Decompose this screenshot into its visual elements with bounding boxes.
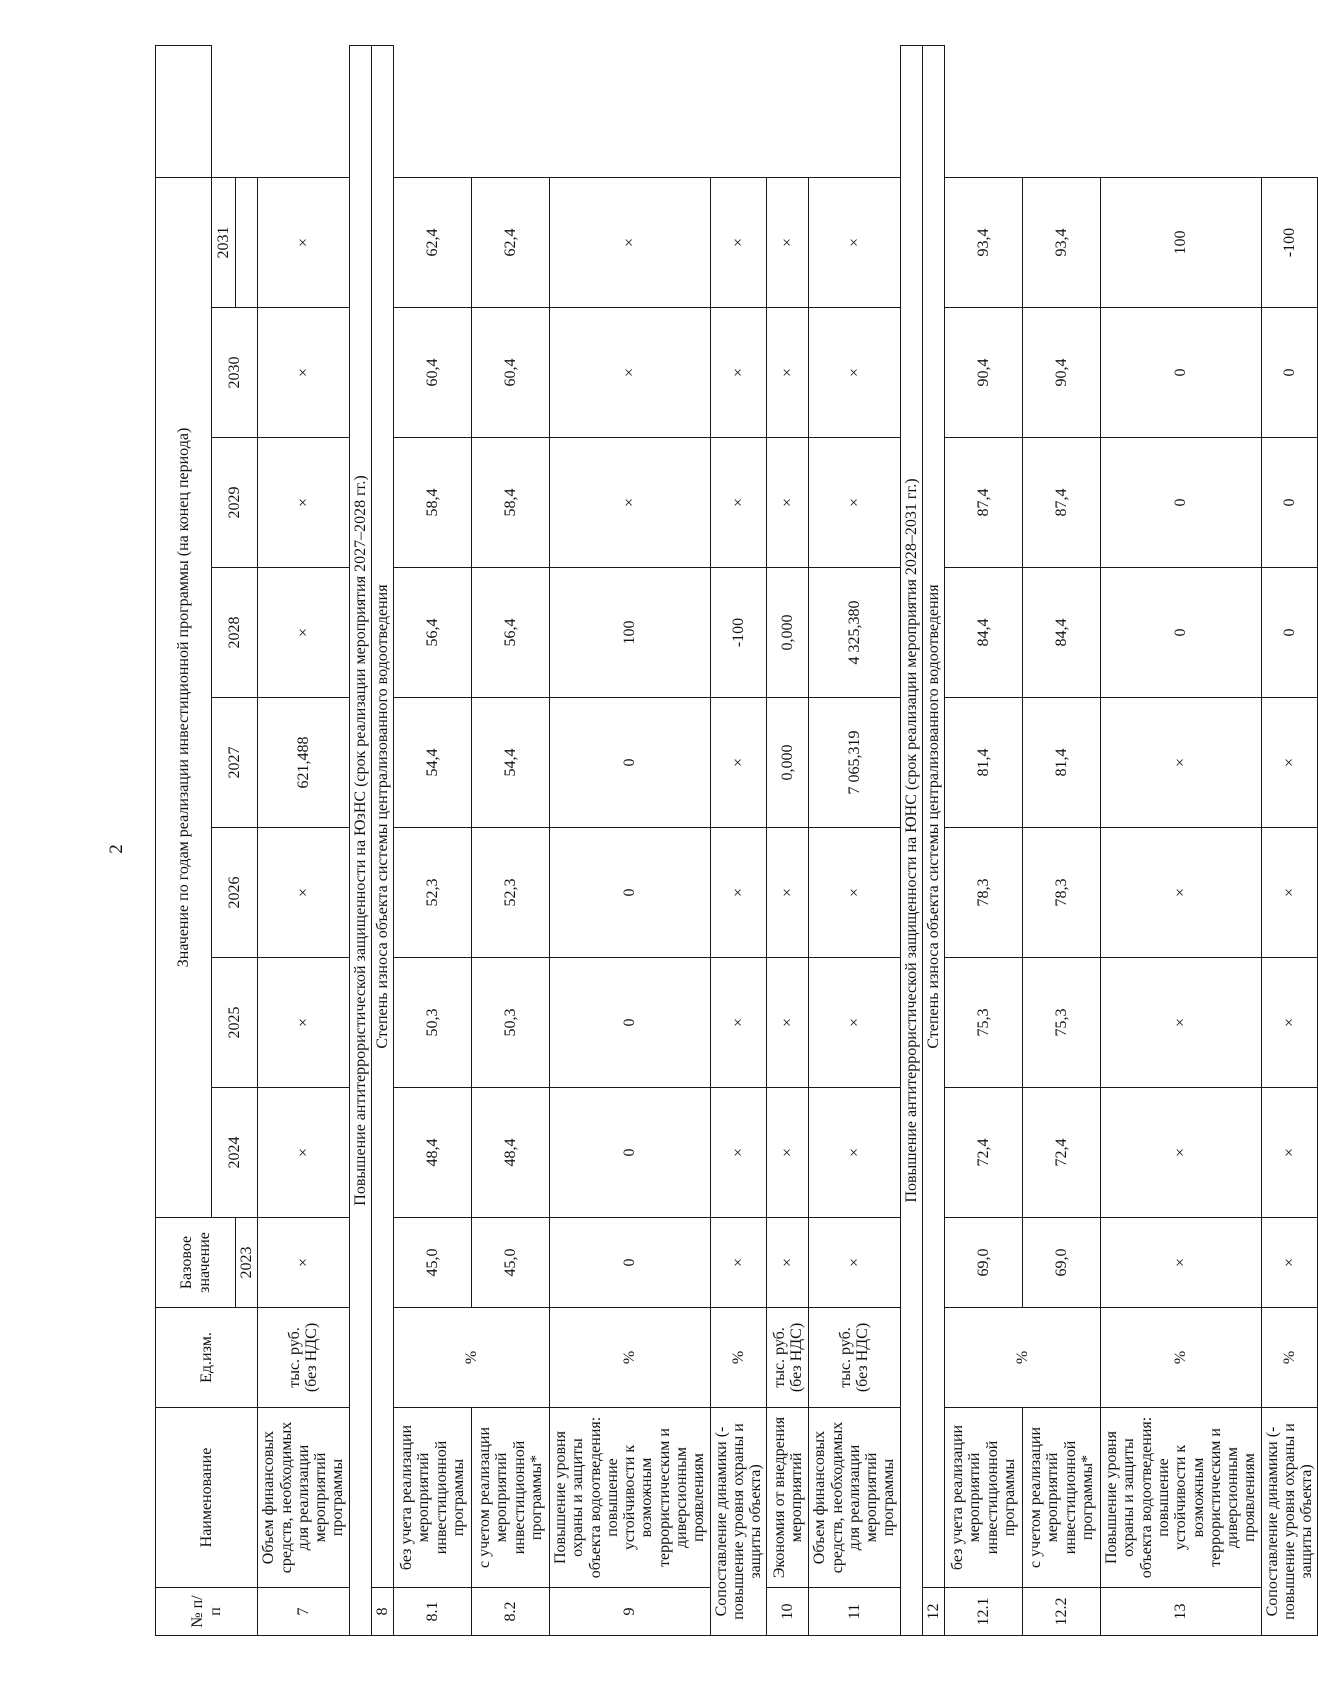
row-number: 12 xyxy=(922,1588,944,1636)
row-number: 9 xyxy=(550,1588,710,1636)
value-cell-2028: 4 325,380 xyxy=(809,568,900,698)
value-cell-2024: 0 xyxy=(550,1088,710,1218)
value-cell-2023: × xyxy=(258,1218,349,1308)
row-unit: % xyxy=(710,1308,767,1408)
value-cell-2026: × xyxy=(1101,828,1261,958)
row-name: Повышение уровня охраны и защиты объекта водоотведения: повышение устойчивости к возможным террористическим и диверсионным проявлениям xyxy=(550,1408,710,1588)
value-cell-2031: 93,4 xyxy=(945,177,1023,307)
value-cell-2024: × xyxy=(767,1088,809,1218)
table-body xyxy=(156,45,1318,1635)
row-number: 12.1 xyxy=(945,1588,1023,1636)
value-cell-2028: 84,4 xyxy=(1023,568,1101,698)
value-cell-2024: × xyxy=(1101,1088,1261,1218)
value-cell-2028: 0 xyxy=(1101,568,1261,698)
value-cell-2024: × xyxy=(809,1088,900,1218)
value-cell-2023: 45,0 xyxy=(394,1218,472,1308)
table-row xyxy=(767,45,809,1635)
value-cell-2027: 7 065,319 xyxy=(809,698,900,828)
value-cell-2025: 75,3 xyxy=(945,958,1023,1088)
value-cell-2028: -100 xyxy=(710,568,767,698)
value-cell-2030: × xyxy=(809,308,900,438)
value-cell-2025: × xyxy=(258,958,349,1088)
value-cell-2027: 0,000 xyxy=(767,698,809,828)
subsection-title: Степень износа объекта системы централизованного водоотведения xyxy=(371,45,393,1587)
value-cell-2030: 0 xyxy=(1261,308,1318,438)
table-row xyxy=(1101,45,1261,1635)
row-unit: % xyxy=(394,1308,550,1408)
value-cell-2029: × xyxy=(550,438,710,568)
value-cell-2025: 0 xyxy=(550,958,710,1088)
header-name: Наименование xyxy=(156,1408,258,1588)
table-row xyxy=(809,45,900,1635)
table-row xyxy=(710,45,767,1635)
table-rotated-container xyxy=(155,46,1316,1636)
subsection-title: Степень износа объекта системы централизованного водоотведения xyxy=(922,45,944,1587)
value-cell-2024: 48,4 xyxy=(394,1088,472,1218)
row-unit: тыс. руб. (без НДС) xyxy=(809,1308,900,1408)
value-cell-2030: 90,4 xyxy=(945,308,1023,438)
value-cell-2031: 62,4 xyxy=(394,177,472,307)
row-unit: тыс. руб. (без НДС) xyxy=(258,1308,349,1408)
value-cell-2028: 84,4 xyxy=(945,568,1023,698)
row-number: 11 xyxy=(809,1588,900,1636)
value-cell-2027: 621,488 xyxy=(258,698,349,828)
value-cell-2028: 56,4 xyxy=(472,568,550,698)
value-cell-2026: 52,3 xyxy=(394,828,472,958)
row-name: без учета реализации мероприятий инвестиционной программы xyxy=(945,1408,1023,1588)
row-number: 12.2 xyxy=(1023,1588,1101,1636)
header-year-2027: 2027 xyxy=(212,698,258,828)
value-cell-2023: × xyxy=(767,1218,809,1308)
value-cell-2025: × xyxy=(809,958,900,1088)
table-row xyxy=(394,45,472,1635)
value-cell-2023: × xyxy=(710,1218,767,1308)
section-title: Повышение антитеррористической защищенности на ЮзНС (срок реализации мероприятия 2027–2028 гг.) xyxy=(349,45,371,1635)
row-name: Экономия от внедрения мероприятий xyxy=(767,1408,809,1588)
table-row xyxy=(550,45,710,1635)
value-cell-2030: × xyxy=(710,308,767,438)
value-cell-2030: × xyxy=(258,308,349,438)
value-cell-2027: × xyxy=(1101,698,1261,828)
value-cell-2023: 69,0 xyxy=(1023,1218,1101,1308)
value-cell-2031: 93,4 xyxy=(1023,177,1101,307)
row-name: Сопоставление динамики (- повышение уровня охраны и защиты объекта) xyxy=(1261,1408,1318,1636)
value-cell-2031: 100 xyxy=(1101,177,1261,307)
header-2031-bottom xyxy=(236,177,258,307)
value-cell-2027: × xyxy=(1261,698,1318,828)
header-num: № п/п xyxy=(156,1588,258,1636)
page-number: 2 xyxy=(106,844,127,854)
row-unit: тыс. руб. (без НДС) xyxy=(767,1308,809,1408)
row-name: Повышение уровня охраны и защиты объекта водоотведения: повышение устойчивости к возможным террористическим и диверсионным проявлениям xyxy=(1101,1408,1261,1588)
header-unit: Ед.изм. xyxy=(156,1308,258,1408)
row-name: с учетом реализации мероприятий инвестиционной программы* xyxy=(1023,1408,1101,1588)
section-title: Повышение антитеррористической защищенности на ЮНС (срок реализации мероприятия 2028–2031 гг.) xyxy=(900,45,922,1635)
row-number: 7 xyxy=(258,1588,349,1636)
value-cell-2025: 50,3 xyxy=(394,958,472,1088)
header-year-2025: 2025 xyxy=(212,958,258,1088)
row-name: без учета реализации мероприятий инвестиционной программы xyxy=(394,1408,472,1588)
value-cell-2030: 90,4 xyxy=(1023,308,1101,438)
value-cell-2028: 0 xyxy=(1261,568,1318,698)
value-cell-2028: 100 xyxy=(550,568,710,698)
value-cell-2024: 72,4 xyxy=(945,1088,1023,1218)
value-cell-2029: 58,4 xyxy=(472,438,550,568)
value-cell-2026: × xyxy=(258,828,349,958)
value-cell-2024: 48,4 xyxy=(472,1088,550,1218)
header-year-2024: 2024 xyxy=(212,1088,258,1218)
header-year-2031: 2031 xyxy=(212,177,236,307)
value-cell-2029: 0 xyxy=(1101,438,1261,568)
value-cell-2026: × xyxy=(809,828,900,958)
table-row xyxy=(900,45,922,1635)
value-cell-2023: × xyxy=(1101,1218,1261,1308)
row-unit: % xyxy=(1261,1308,1318,1408)
value-cell-2030: 60,4 xyxy=(472,308,550,438)
row-number: 10 xyxy=(767,1588,809,1636)
value-cell-2024: × xyxy=(258,1088,349,1218)
value-cell-2028: 0,000 xyxy=(767,568,809,698)
header-year-2026: 2026 xyxy=(212,828,258,958)
header-year-2023: 2023 xyxy=(236,1218,258,1308)
value-cell-2025: 50,3 xyxy=(472,958,550,1088)
table-row xyxy=(1261,45,1318,1635)
table-row xyxy=(922,45,944,1635)
value-cell-2027: 54,4 xyxy=(472,698,550,828)
header-year-2030: 2030 xyxy=(212,308,258,438)
value-cell-2031: × xyxy=(809,177,900,307)
value-cell-2027: 81,4 xyxy=(945,698,1023,828)
header-year-2028: 2028 xyxy=(212,568,258,698)
row-unit: % xyxy=(1101,1308,1261,1408)
row-name: Объем финансовых средств, необходимых для реализации мероприятий программы xyxy=(809,1408,900,1588)
row-number: 8 xyxy=(371,1588,393,1636)
value-cell-2029: × xyxy=(767,438,809,568)
value-cell-2028: × xyxy=(258,568,349,698)
value-cell-2027: × xyxy=(710,698,767,828)
row-name: Сопоставление динамики (- повышение уровня охраны и защиты объекта) xyxy=(710,1408,767,1636)
value-cell-2026: 78,3 xyxy=(1023,828,1101,958)
table-row xyxy=(258,45,349,1635)
row-name: с учетом реализации мероприятий инвестиционной программы* xyxy=(472,1408,550,1588)
value-cell-2030: × xyxy=(550,308,710,438)
value-cell-2030: × xyxy=(767,308,809,438)
row-number: 13 xyxy=(1101,1588,1261,1636)
value-cell-2027: 81,4 xyxy=(1023,698,1101,828)
value-cell-2030: 0 xyxy=(1101,308,1261,438)
row-number: 8.2 xyxy=(472,1588,550,1636)
value-cell-2025: × xyxy=(1261,958,1318,1088)
value-cell-2030: 60,4 xyxy=(394,308,472,438)
value-cell-2024: 72,4 xyxy=(1023,1088,1101,1218)
row-name: Объем финансовых средств, необходимых для реализации мероприятий программы xyxy=(258,1408,349,1588)
value-cell-2027: 0 xyxy=(550,698,710,828)
row-unit: % xyxy=(550,1308,710,1408)
value-cell-2025: × xyxy=(767,958,809,1088)
value-cell-2025: × xyxy=(1101,958,1261,1088)
value-cell-2026: 52,3 xyxy=(472,828,550,958)
value-cell-2023: × xyxy=(809,1218,900,1308)
value-cell-2026: 78,3 xyxy=(945,828,1023,958)
value-cell-2029: × xyxy=(258,438,349,568)
value-cell-2026: × xyxy=(710,828,767,958)
value-cell-2029: × xyxy=(809,438,900,568)
value-cell-2027: 54,4 xyxy=(394,698,472,828)
value-cell-2029: 87,4 xyxy=(1023,438,1101,568)
value-cell-2031: × xyxy=(258,177,349,307)
table-row xyxy=(349,45,371,1635)
value-cell-2025: 75,3 xyxy=(1023,958,1101,1088)
value-cell-2029: 0 xyxy=(1261,438,1318,568)
value-cell-2023: × xyxy=(1261,1218,1318,1308)
value-cell-2023: 0 xyxy=(550,1218,710,1308)
value-cell-2029: 87,4 xyxy=(945,438,1023,568)
value-cell-2031: × xyxy=(767,177,809,307)
value-cell-2029: × xyxy=(710,438,767,568)
row-unit: % xyxy=(945,1308,1101,1408)
value-cell-2026: × xyxy=(1261,828,1318,958)
indicators-table xyxy=(155,45,1318,1636)
value-cell-2028: 56,4 xyxy=(394,568,472,698)
value-cell-2024: × xyxy=(710,1088,767,1218)
value-cell-2026: 0 xyxy=(550,828,710,958)
value-cell-2029: 58,4 xyxy=(394,438,472,568)
value-cell-2026: × xyxy=(767,828,809,958)
value-cell-2024: × xyxy=(1261,1088,1318,1218)
value-cell-2023: 45,0 xyxy=(472,1218,550,1308)
row-number: 8.1 xyxy=(394,1588,472,1636)
header-year-2029: 2029 xyxy=(212,438,258,568)
value-cell-2031: 62,4 xyxy=(472,177,550,307)
value-cell-2025: × xyxy=(710,958,767,1088)
header-base-value: Базовое значение xyxy=(156,1218,236,1308)
value-cell-2031: -100 xyxy=(1261,177,1318,307)
table-row xyxy=(371,45,393,1635)
value-cell-2031: × xyxy=(710,177,767,307)
value-cell-2023: 69,0 xyxy=(945,1218,1023,1308)
value-cell-2031: × xyxy=(550,177,710,307)
header-row-1 xyxy=(156,45,212,1635)
table-row xyxy=(945,45,1023,1635)
header-2031-top xyxy=(156,45,212,177)
header-values-by-years: Значение по годам реализации инвестиционной программы (на конец периода) xyxy=(156,177,212,1217)
